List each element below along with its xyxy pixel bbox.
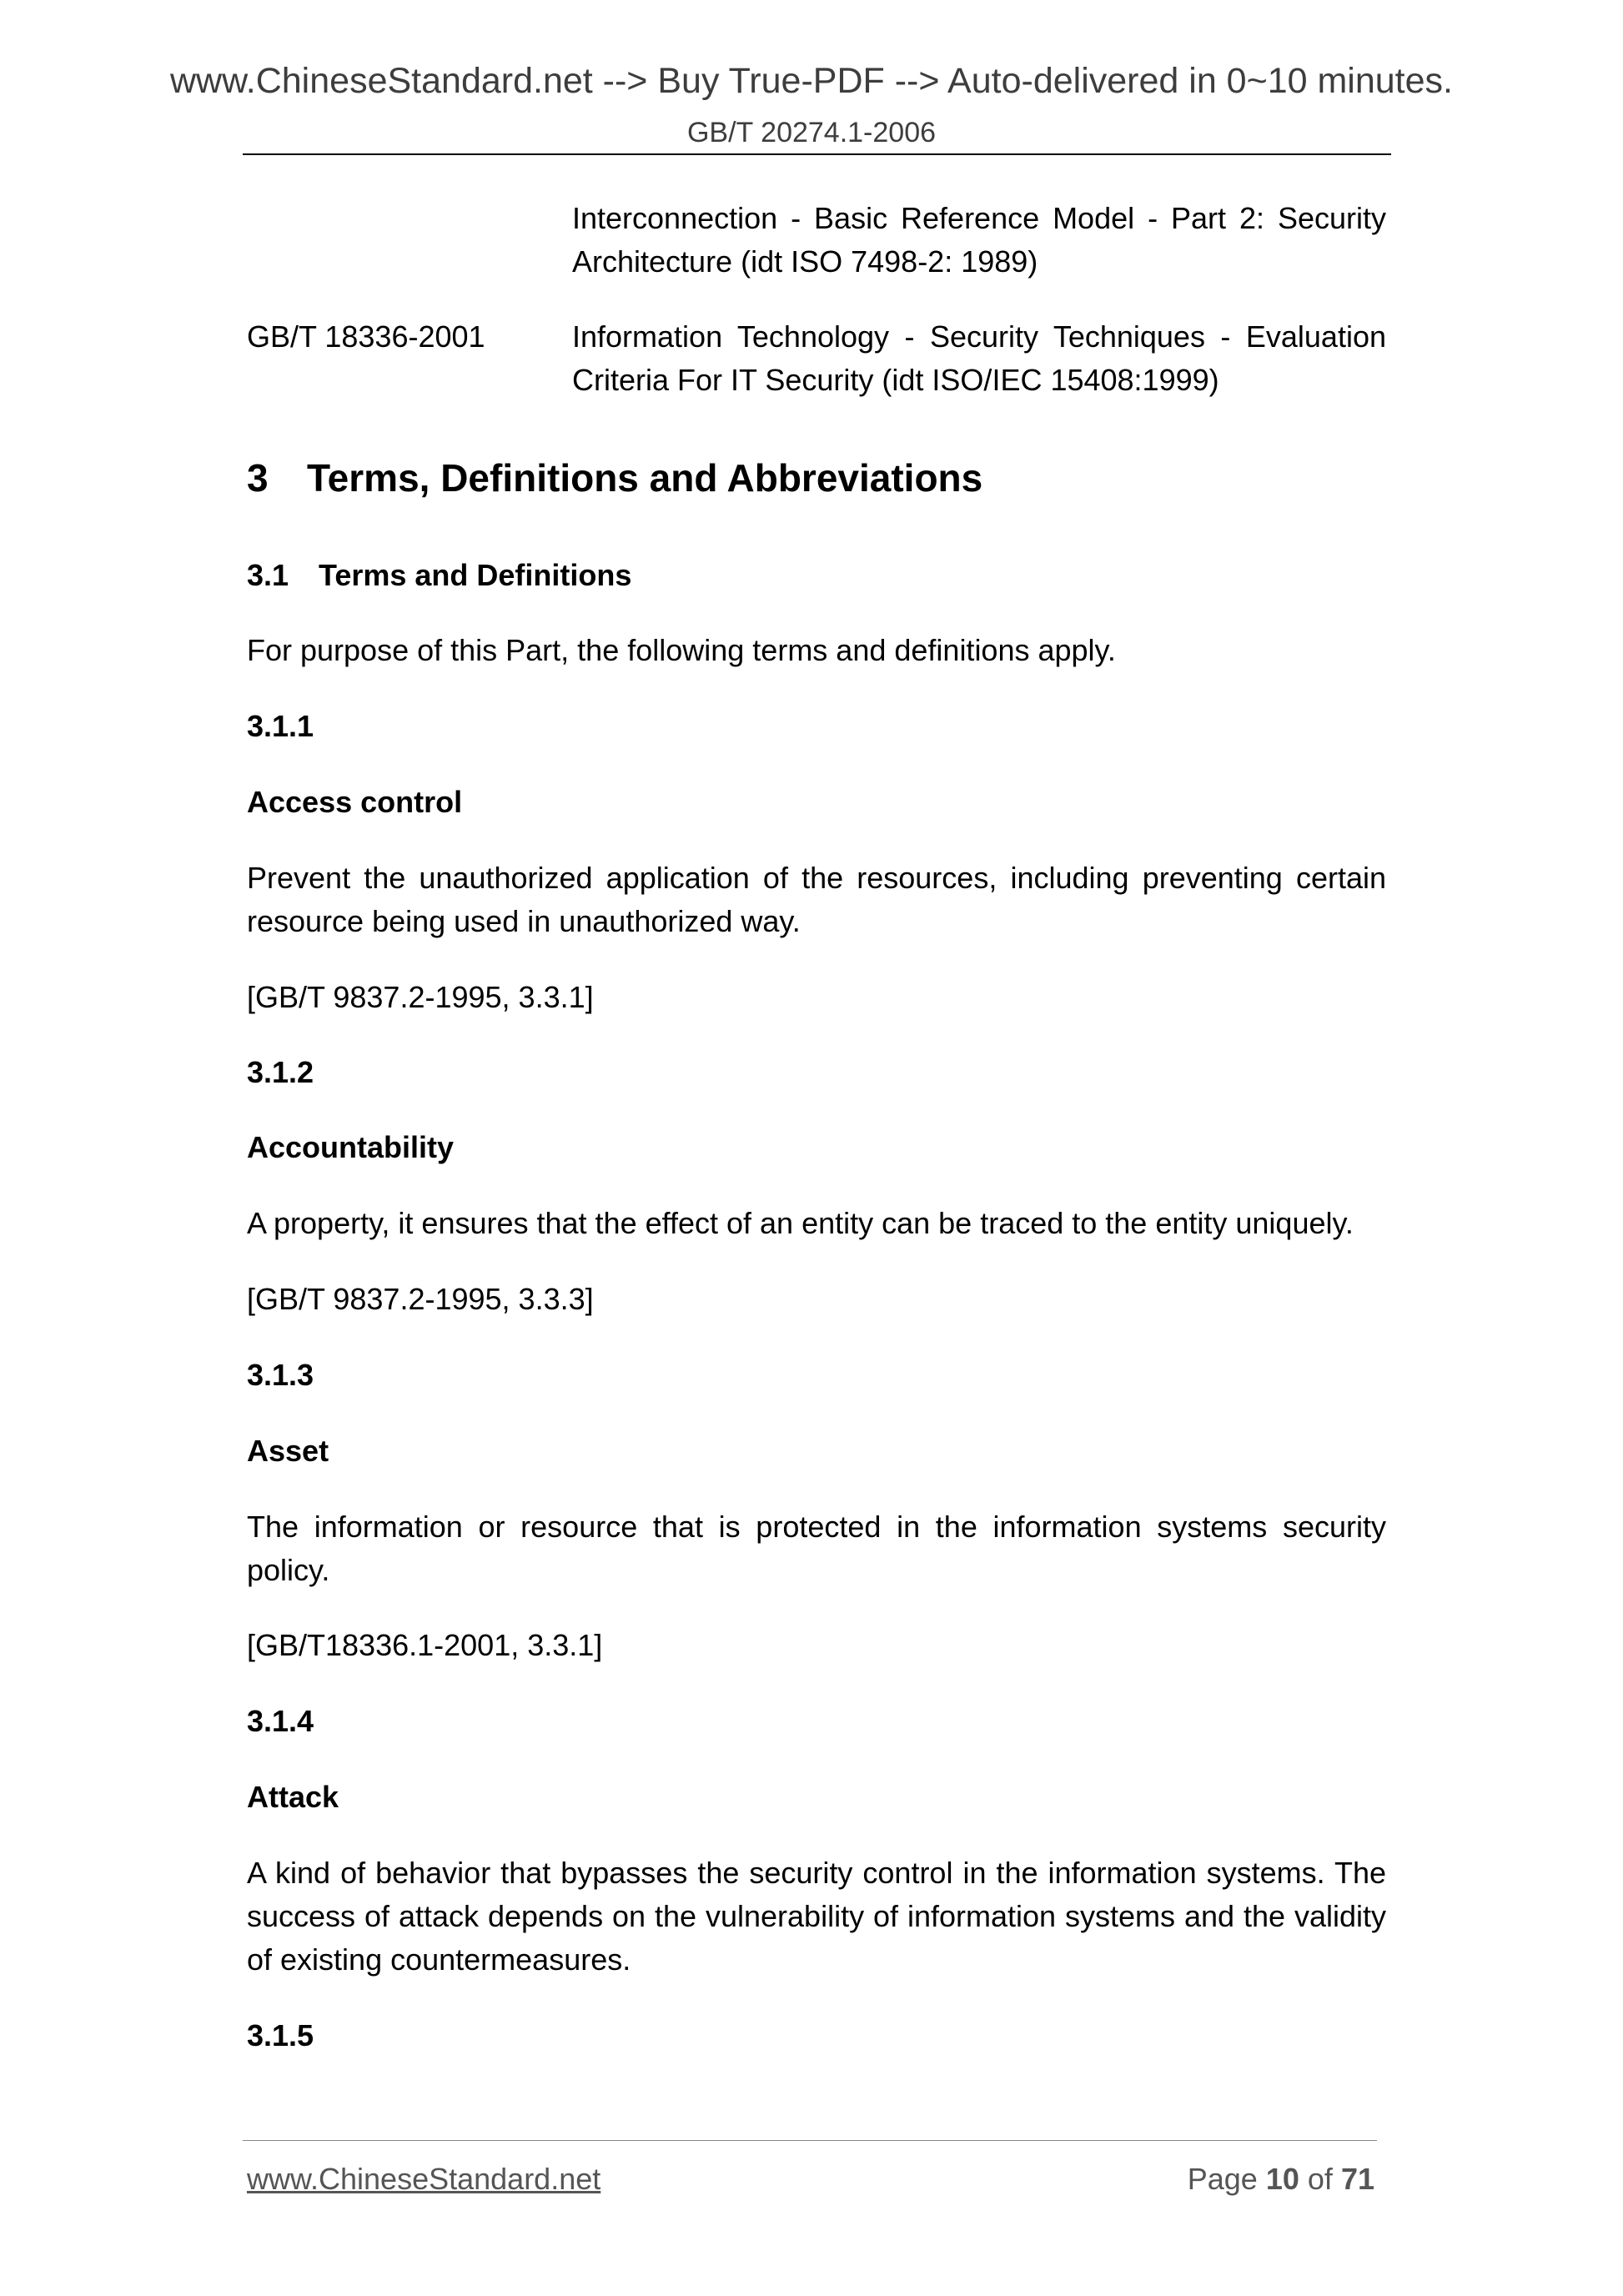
term-name: Asset	[247, 1434, 329, 1468]
term-name: Attack	[247, 1780, 339, 1814]
header-banner: www.ChineseStandard.net --> Buy True-PDF --> Auto-delivered in 0~10 minutes.	[169, 61, 1453, 101]
header-divider	[243, 153, 1391, 155]
footer-divider	[243, 2140, 1377, 2141]
page-of-label: of	[1307, 2162, 1333, 2196]
term-definition: A property, it ensures that the effect of an entity can be traced to the entity uniquely.	[247, 1206, 1354, 1240]
subsection-number: 3.1	[247, 558, 289, 592]
term-number: 3.1.3	[247, 1358, 314, 1392]
term-source: [GB/T18336.1-2001, 3.3.1]	[247, 1628, 603, 1662]
reference-2-line-1: Information Technology - Security Techniques - Evaluation	[572, 319, 1386, 354]
term-number: 3.1.2	[247, 1055, 314, 1089]
term-definition-cont: policy.	[247, 1553, 330, 1587]
section-title: Terms, Definitions and Abbreviations	[307, 456, 983, 500]
term-name: Accountability	[247, 1130, 455, 1164]
section-number: 3	[247, 456, 269, 500]
term-definition-cont: of existing countermeasures.	[247, 1942, 631, 1977]
page-label: Page	[1187, 2162, 1258, 2196]
reference-2-code: GB/T 18336-2001	[247, 319, 485, 354]
reference-2-line-2: Criteria For IT Security (idt ISO/IEC 15408:1999)	[572, 363, 1219, 397]
page-number: 10	[1265, 2162, 1299, 2196]
term-name: Access control	[247, 785, 463, 819]
term-number: 3.1.5	[247, 2018, 314, 2052]
subsection-intro: For purpose of this Part, the following terms and definitions apply.	[247, 633, 1116, 667]
term-number: 3.1.4	[247, 1704, 314, 1738]
term-number: 3.1.1	[247, 709, 314, 743]
term-definition-cont: resource being used in unauthorized way.	[247, 904, 801, 938]
term-definition: Prevent the unauthorized application of the resources, including preventing certain	[247, 861, 1386, 895]
footer-website-link[interactable]: www.ChineseStandard.net	[247, 2162, 601, 2196]
term-source: [GB/T 9837.2-1995, 3.3.3]	[247, 1282, 594, 1316]
term-definition-cont: success of attack depends on the vulnerability of information systems and the validity	[247, 1899, 1386, 1933]
term-definition: A kind of behavior that bypasses the security control in the information systems. The	[247, 1856, 1386, 1890]
term-source: [GB/T 9837.2-1995, 3.3.1]	[247, 980, 594, 1014]
reference-1-line-1: Interconnection - Basic Reference Model - Part 2: Security	[572, 201, 1386, 235]
reference-1-line-2: Architecture (idt ISO 7498-2: 1989)	[572, 244, 1038, 279]
subsection-title: Terms and Definitions	[319, 558, 632, 592]
total-pages: 71	[1340, 2162, 1374, 2196]
term-definition: The information or resource that is protected in the information systems security	[247, 1510, 1386, 1544]
standard-number: GB/T 20274.1-2006	[686, 117, 937, 148]
page-indicator	[1188, 2162, 1374, 2197]
